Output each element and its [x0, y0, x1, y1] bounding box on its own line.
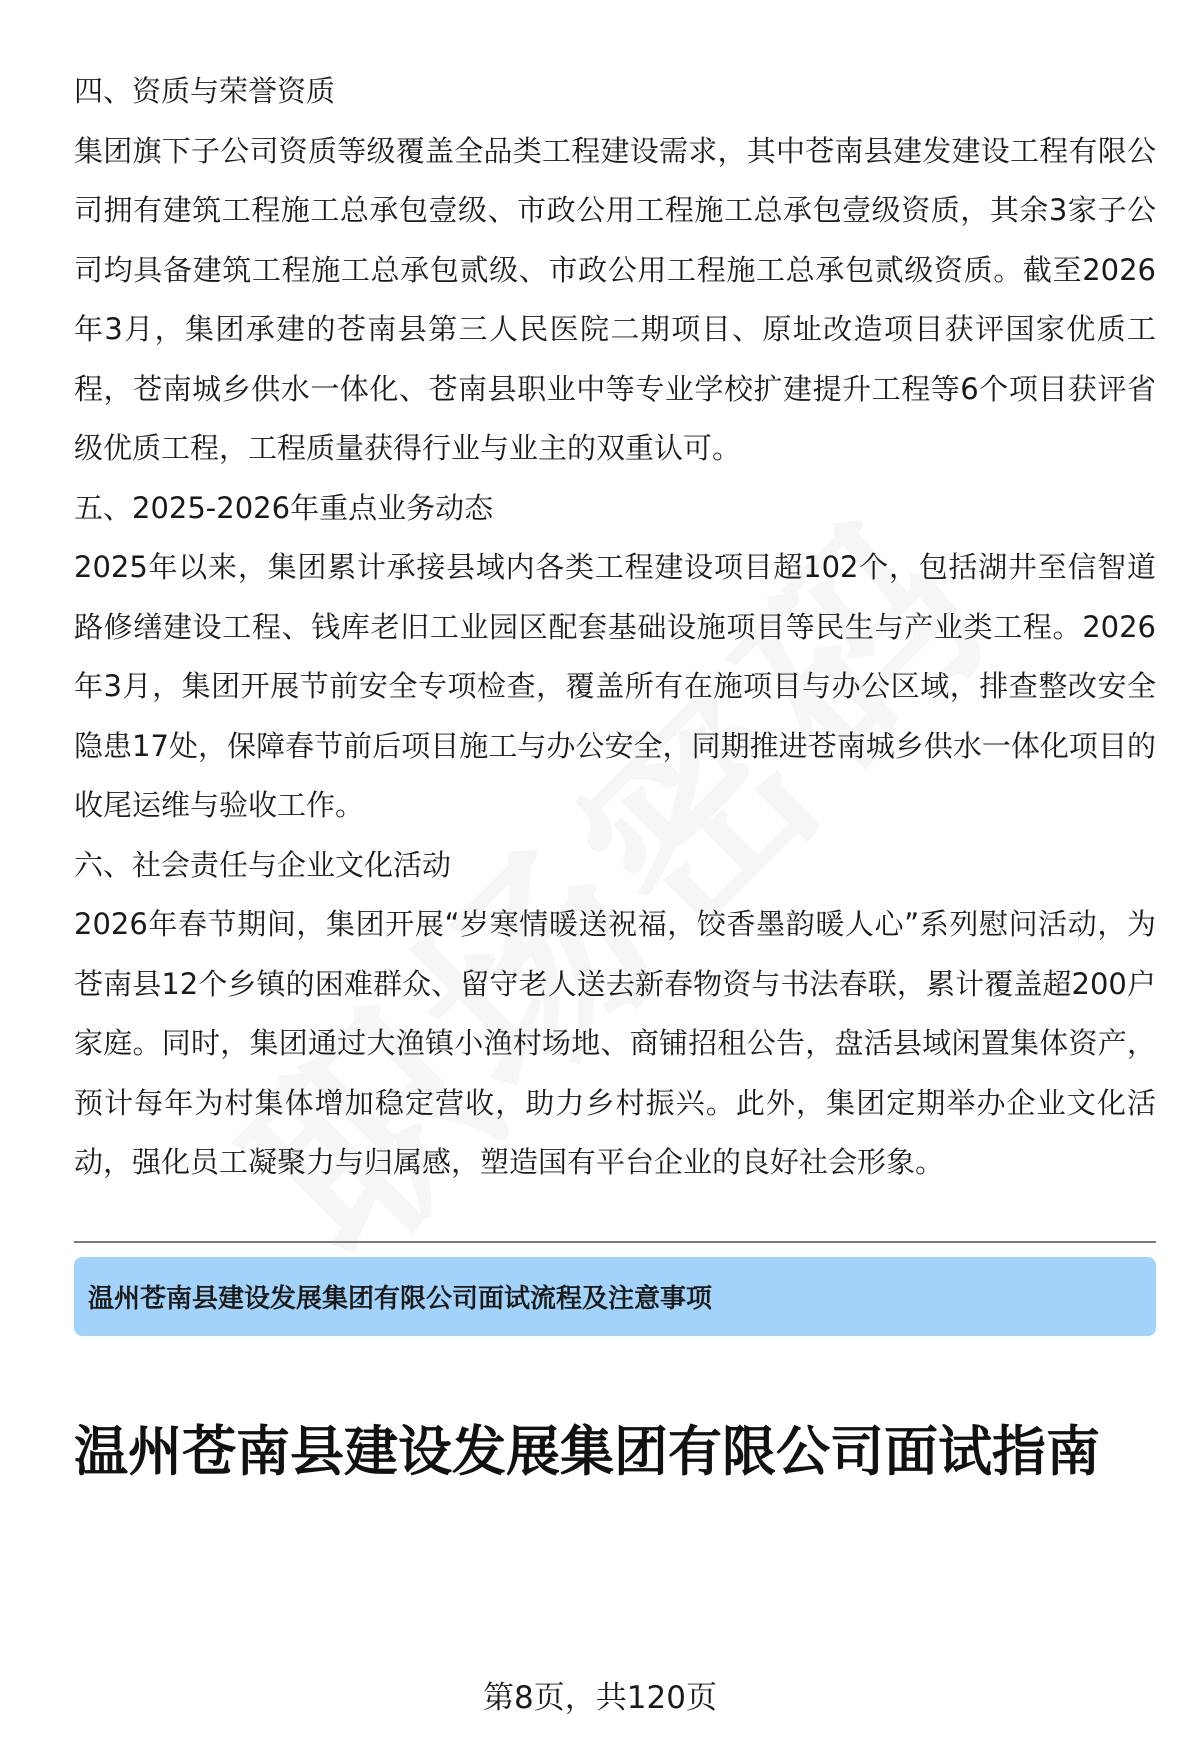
section-paragraph: 2025年以来，集团累计承接县域内各类工程建设项目超102个，包括湖井至信智道路修缮建设工程、钱库老旧工业园区配套基础设施项目等民生与产业类工程。2026年3月，集团开展节前安全专项检查，覆盖所有在施项目与办公区域，排查整改安全隐患17处，保障春节前后项目施工与办公安全，同期推进苍南城乡供水一体化项目的收尾运维与验收工作。 — [74, 550, 1156, 822]
section-paragraph: 集团旗下子公司资质等级覆盖全品类工程建设需求，其中苍南县建发建设工程有限公司拥有建筑工程施工总承包壹级、市政公用工程施工总承包壹级资质，其余3家子公司均具备建筑工程施工总承包贰级、市政公用工程施工总承包贰级资质。截至2026年3月，集团承建的苍南县第三人民医院二期项目、原址改造项目获评国家优质工程，苍南城乡供水一体化、苍南县职业中等专业学校扩建提升工程等6个项目获评省级优质工程，工程质量获得行业与业主的双重认可。 — [74, 133, 1156, 465]
section-banner — [74, 1257, 1156, 1336]
section-heading: 六、社会责任与企业文化活动 — [74, 847, 452, 882]
section-paragraph: 2026年春节期间，集团开展“岁寒情暖送祝福，饺香墨韵暖人心”系列慰问活动，为苍南县12个乡镇的困难群众、留守老人送去新春物资与书法春联，累计覆盖超200户家庭。同时，集团通过大渔镇小渔村场地、商铺招租公告，盘活县域闲置集体资产，预计每年为村集体增加稳定营收，助力乡村振兴。此外，集团定期举办企业文化活动，强化员工凝聚力与归属感，塑造国有平台企业的良好社会形象。 — [74, 907, 1156, 1179]
banner-title: 温州苍南县建设发展集团有限公司面试流程及注意事项 — [88, 1284, 713, 1314]
page-title: 温州苍南县建设发展集团有限公司面试指南 — [74, 1420, 1100, 1483]
section-heading: 四、资质与荣誉资质 — [74, 74, 336, 108]
document-body — [74, 62, 1156, 1193]
section-heading: 五、2025-2026年重点业务动态 — [74, 490, 494, 525]
section-divider — [74, 1241, 1156, 1243]
page-number: 第8页，共120页 — [483, 1680, 717, 1716]
